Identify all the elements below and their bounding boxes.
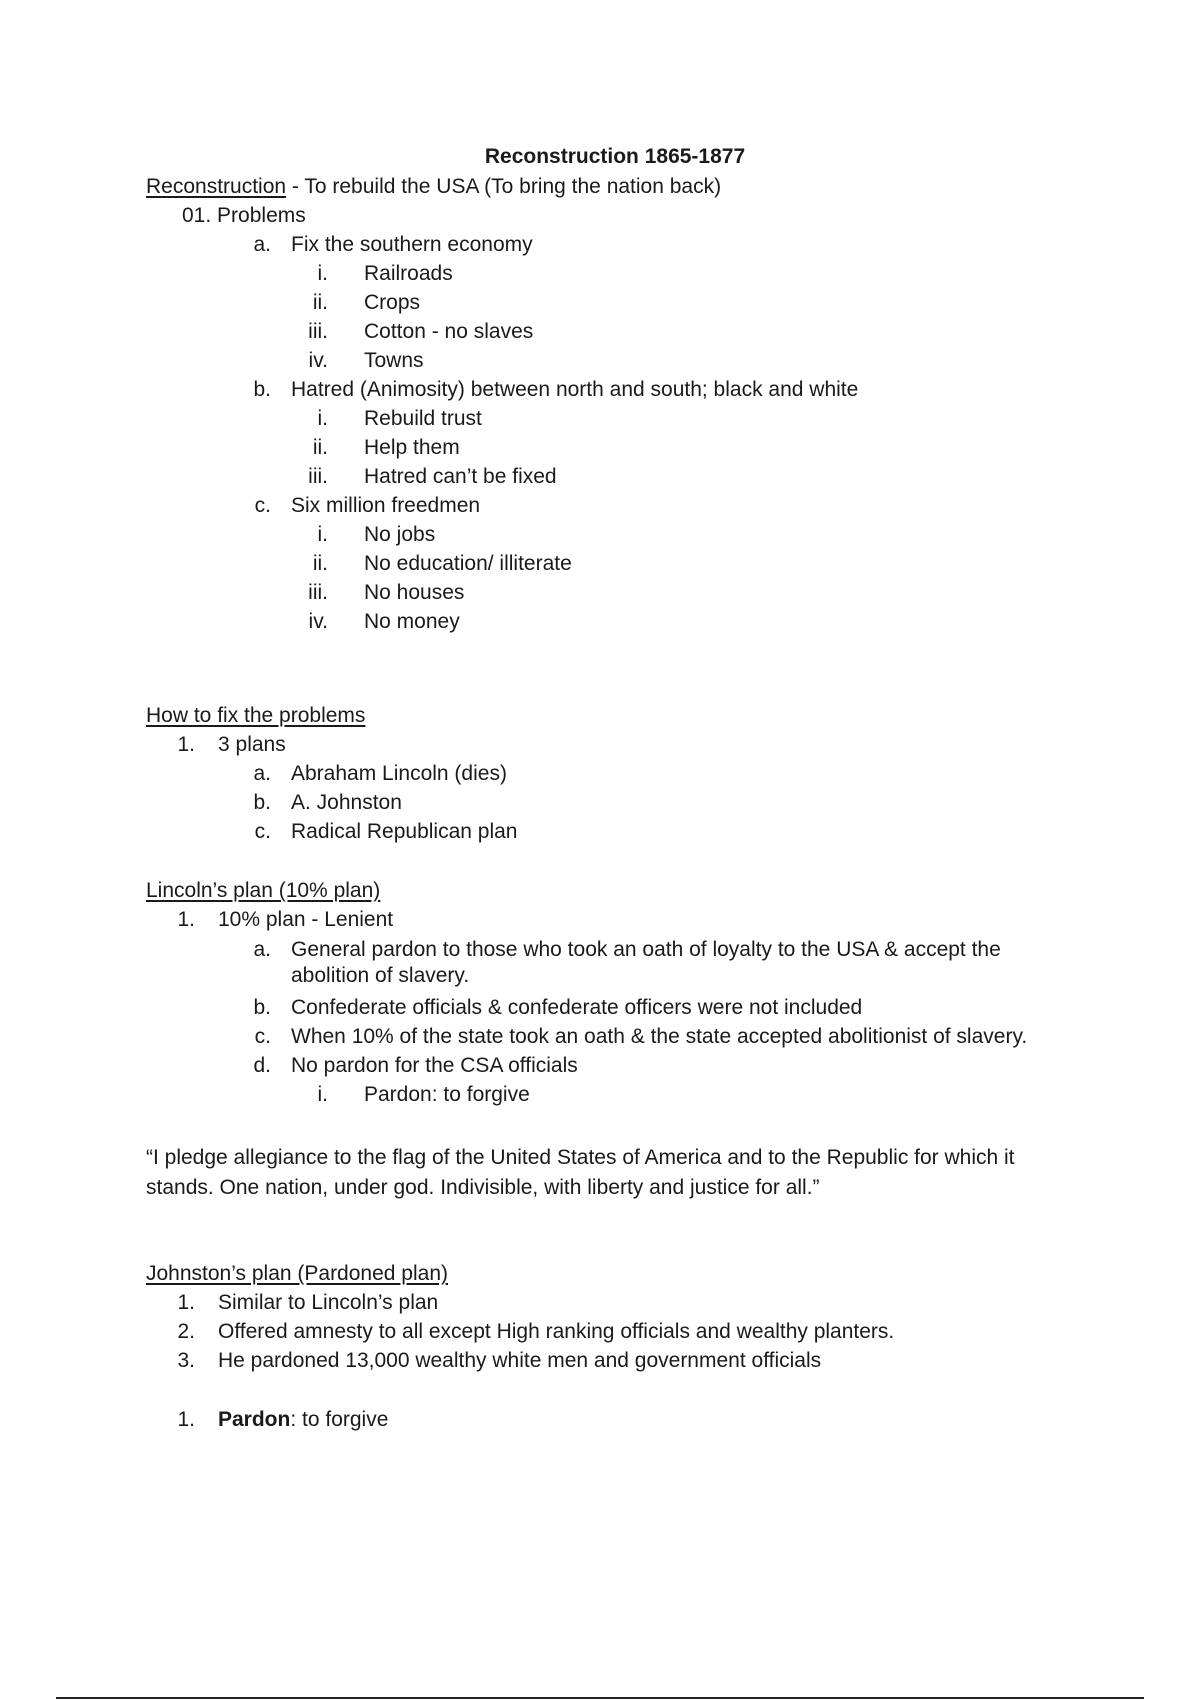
list-marker: i. [317, 262, 328, 285]
list-item: Cotton - no slaves [364, 320, 534, 343]
list-marker: iii. [308, 320, 328, 343]
list-item: Rebuild trust [364, 407, 482, 430]
list-item: No money [364, 610, 460, 633]
problems-marker: 01. [182, 204, 212, 227]
list-marker: iii. [308, 581, 328, 604]
list-marker: ii. [312, 436, 328, 459]
page-bottom-rule [56, 1697, 1144, 1699]
list-marker: 1. [177, 733, 195, 756]
list-item: Pardon: to forgive [364, 1083, 530, 1106]
list-item: Abraham Lincoln (dies) [291, 762, 507, 785]
list-marker: 1. [177, 908, 195, 931]
intro-term: Reconstruction [146, 175, 287, 198]
list-marker: c. [254, 494, 271, 517]
list-marker: 1. [177, 1408, 195, 1431]
list-item: A. Johnston [291, 791, 402, 814]
list-item: No houses [364, 581, 465, 604]
list-marker: iii. [308, 465, 328, 488]
list-marker: c. [254, 1025, 271, 1048]
list-marker: 2. [177, 1320, 195, 1343]
fix-heading: How to fix the problems [146, 704, 366, 727]
list-marker: b. [253, 378, 271, 401]
list-item: Help them [364, 436, 460, 459]
list-item: General pardon to those who took an oath of loyalty to the USA & accept the abolition of slavery. [291, 938, 1001, 987]
list-marker: b. [253, 996, 271, 1019]
lincoln-heading: Lincoln’s plan (10% plan) [146, 879, 381, 902]
list-item: When 10% of the state took an oath & the state accepted abolitionist of slavery. [291, 1025, 1028, 1048]
list-marker: ii. [312, 291, 328, 314]
definition-item [218, 1407, 388, 1433]
list-item: Towns [364, 349, 424, 372]
list-marker: d. [253, 1054, 271, 1077]
problems-item [182, 203, 306, 229]
list-marker: 3. [177, 1349, 195, 1372]
list-item: Six million freedmen [291, 494, 481, 517]
list-item: Radical Republican plan [291, 820, 518, 843]
intro-line [146, 174, 721, 200]
list-marker: c. [254, 820, 271, 843]
list-item: No education/ illiterate [364, 552, 572, 575]
list-item: Similar to Lincoln’s plan [218, 1291, 439, 1314]
list-item: No jobs [364, 523, 436, 546]
list-marker: a. [253, 762, 271, 785]
list-marker: i. [317, 523, 328, 546]
list-marker: b. [253, 791, 271, 814]
johnston-heading: Johnston’s plan (Pardoned plan) [146, 1262, 448, 1285]
definition-text: : to forgive [290, 1408, 389, 1431]
list-marker: iv. [308, 349, 328, 372]
list-item: Railroads [364, 262, 453, 285]
list-item: Hatred can’t be fixed [364, 465, 557, 488]
list-marker: a. [253, 938, 271, 961]
pledge-paragraph: “I pledge allegiance to the flag of the United States of America and to the Republic for which it stands. One nation, under god. Indivisible, with liberty and justice for all.” [146, 1146, 1015, 1199]
list-marker: iv. [308, 610, 328, 633]
intro-definition: - To rebuild the USA (To bring the nation back) [286, 175, 722, 198]
list-marker: a. [253, 233, 271, 256]
list-item: 3 plans [218, 733, 286, 756]
list-item: Crops [364, 291, 421, 314]
list-marker: i. [317, 1083, 328, 1106]
page-title: Reconstruction 1865-1877 [484, 145, 746, 168]
list-item: Fix the southern economy [291, 233, 533, 256]
list-item: 10% plan - Lenient [218, 908, 394, 931]
list-item: Confederate officials & confederate officers were not included [291, 996, 863, 1019]
list-marker: ii. [312, 552, 328, 575]
problems-label: Problems [217, 204, 306, 227]
definition-term: Pardon [218, 1408, 291, 1431]
list-item: He pardoned 13,000 wealthy white men and government officials [218, 1349, 822, 1372]
list-item: Hatred (Animosity) between north and south; black and white [291, 378, 859, 401]
list-item: Offered amnesty to all except High ranking officials and wealthy planters. [218, 1320, 895, 1343]
list-marker: i. [317, 407, 328, 430]
list-marker: 1. [177, 1291, 195, 1314]
list-item: No pardon for the CSA officials [291, 1054, 578, 1077]
